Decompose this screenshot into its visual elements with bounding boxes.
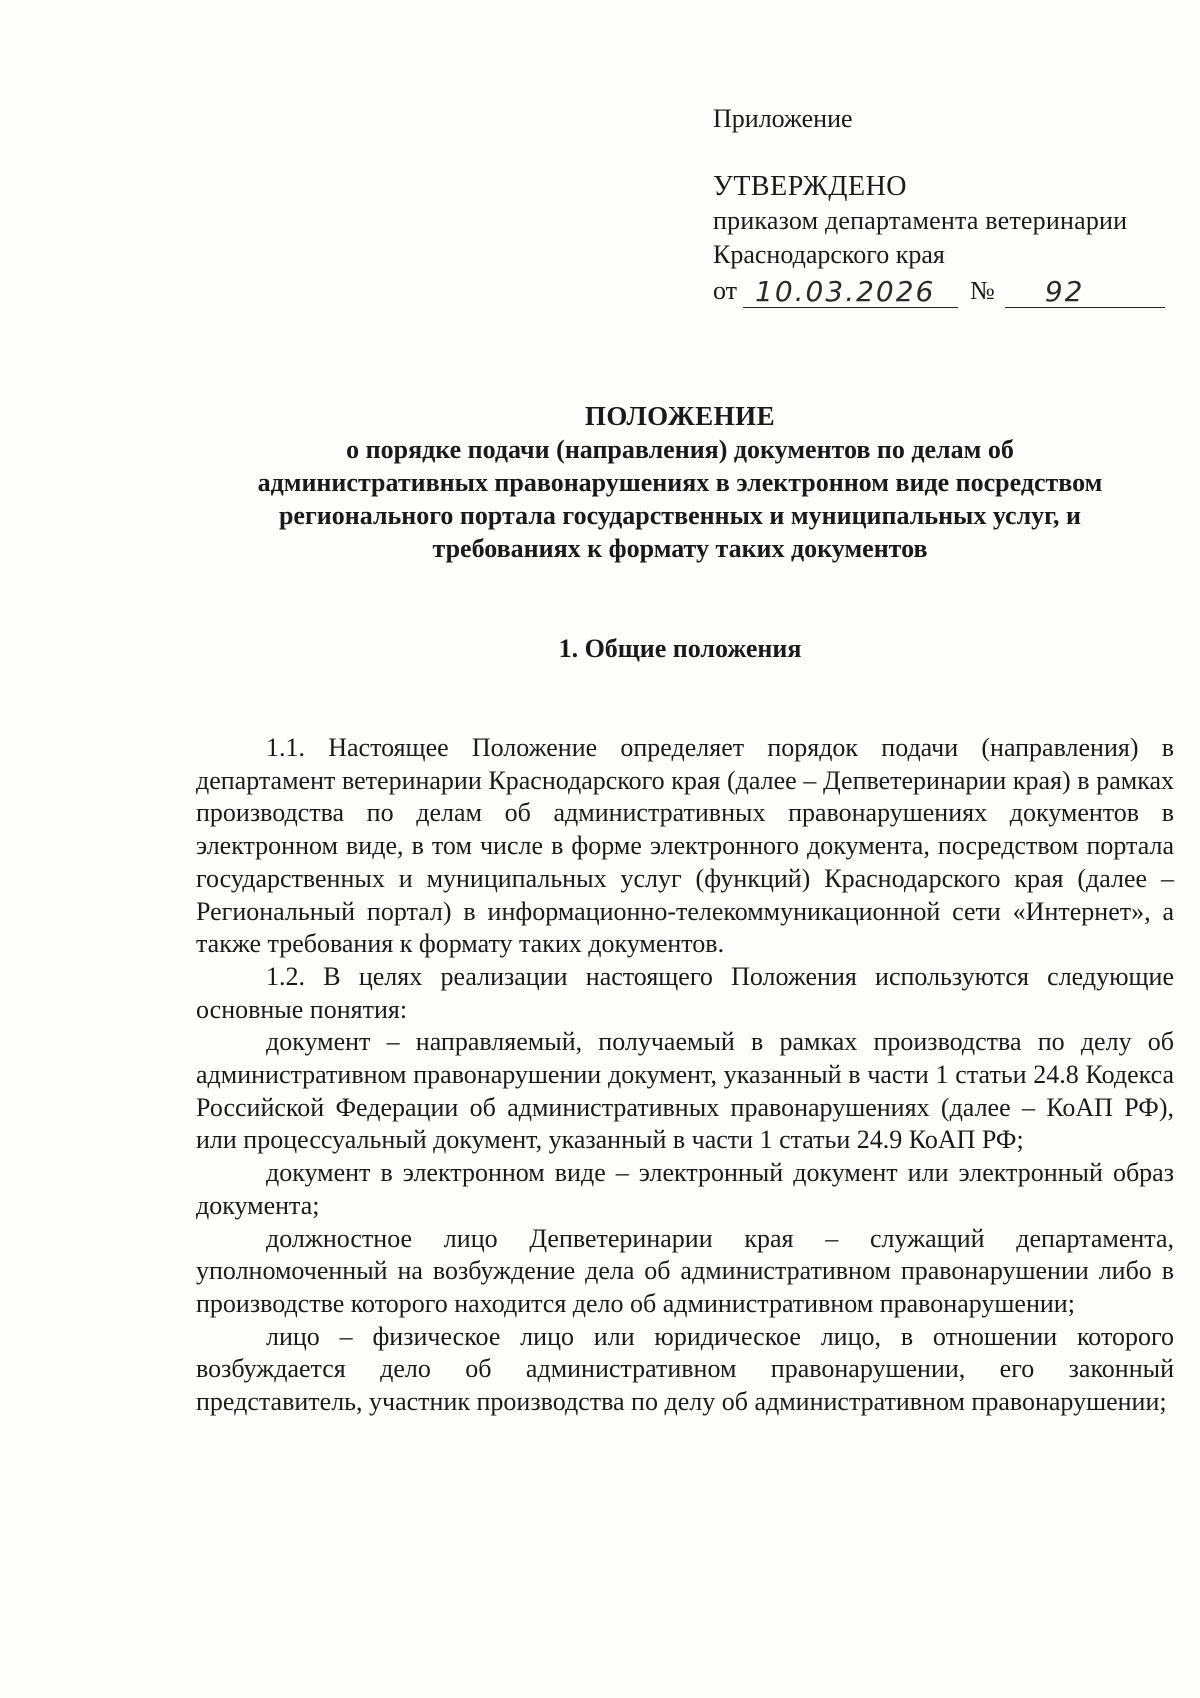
handwritten-date: 10.03.2026 [743, 278, 958, 308]
approval-block [713, 102, 1173, 308]
title-line-4: требованиях к формату таких документов [432, 534, 928, 563]
definition-official: должностное лицо Депветеринарии края – служащий департамента, уполномоченный на возбуждение дела об административном правонарушении либо в производстве которого находится дело об административном правонарушении; [196, 1223, 1174, 1318]
definition-document: документ – направляемый, получаемый в рамках производства по делу об административном правонарушении документ, указанный в части 1 статьи 24.8 Кодекса Российской Федерации об административных правонарушениях (далее – КоАП РФ), или процессуальный документ, указанный в части 1 статьи 24.9 КоАП РФ; [196, 1027, 1174, 1155]
title-main: ПОЛОЖЕНИЕ [584, 401, 776, 431]
paragraph-1-2: 1.2. В целях реализации настоящего Положения используются следующие основные понятия: [196, 961, 1174, 1024]
order-line: приказом департамента ветеринарии [713, 206, 1128, 235]
title-line-2: административных правонарушениях в электронном виде посредством [257, 468, 1103, 497]
body-text [196, 732, 1174, 1419]
title-line-3: регионального портала государственных и муниципальных услуг, и [278, 501, 1082, 530]
date-number-row [713, 272, 1173, 308]
definition-electronic-document: документ в электронном виде – электронный документ или электронный образ документа; [196, 1158, 1174, 1220]
paragraph-1-1: 1.1. Настоящее Положение определяет порядок подачи (направления) в департамент ветеринарии Краснодарского края (далее – Депветеринарии края) в рамках производства по делам об административных правонарушениях документов в электронном виде, в том числе в форме электронного документа, посредством портала государственных и муниципальных услуг (функций) Краснодарского края (далее – Региональный портал) в информационно-телекоммуникационной сети «Интернет», а также требования к формату таких документов. [196, 733, 1174, 959]
title-line-1: о порядке подачи (направления) документов по делам об [346, 435, 1014, 464]
number-label: № [970, 276, 995, 305]
section-heading: 1. Общие положения [558, 634, 802, 663]
from-label: от [713, 276, 738, 305]
definition-person: лицо – физическое лицо или юридическое лицо, в отношении которого возбуждается дело об административном правонарушении, его законный представитель, участник производства по делу об административном правонарушении; [196, 1321, 1174, 1417]
approved-label: УТВЕРЖДЕНО [713, 171, 908, 202]
region-line: Краснодарского края [713, 240, 945, 269]
appendix-label: Приложение [713, 104, 853, 133]
document-title [150, 400, 1200, 565]
handwritten-number: 92 [1005, 278, 1165, 308]
